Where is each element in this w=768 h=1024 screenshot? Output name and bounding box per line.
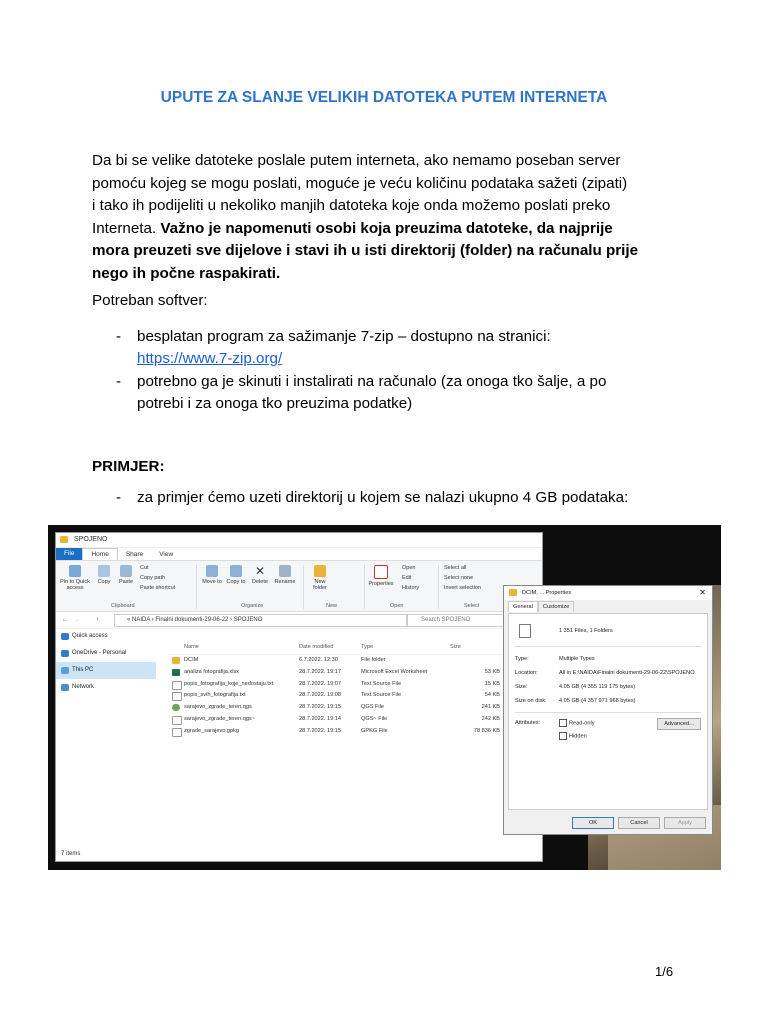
group-open: Open <box>390 603 404 609</box>
tab-home[interactable]: Home <box>82 548 117 560</box>
file-icon <box>172 716 182 725</box>
file-row[interactable]: analiza fotografija.xlsx 28.7.2022. 19:17 Microsoft Excel Worksheet 53 KB <box>168 667 542 679</box>
group-clipboard: Clipboard <box>111 603 135 609</box>
tab-view[interactable]: View <box>159 550 174 558</box>
location-value: All in E:\NAIDA\Finalni dokumenti-29-06-22\SPOJENO <box>559 670 695 676</box>
ok-button[interactable]: OK <box>572 817 614 829</box>
copy-icon <box>98 565 110 577</box>
excel-file-icon <box>172 669 180 676</box>
file-row[interactable]: popis_svih_fotografija.txt 28.7.2022. 19:08 Text Source File 54 KB <box>168 690 542 702</box>
group-select: Select <box>464 603 480 609</box>
nav-network[interactable]: Network <box>56 679 156 696</box>
edit-button[interactable]: Edit <box>402 575 412 581</box>
copy-to-button[interactable]: Copy to <box>225 565 247 585</box>
column-date[interactable]: Date modified <box>299 644 334 650</box>
size-on-disk-label: Size on disk: <box>515 698 547 704</box>
column-type[interactable]: Type <box>361 644 374 650</box>
group-new: New <box>326 603 338 609</box>
cut-button[interactable]: Cut <box>140 565 149 571</box>
page-title: UPUTE ZA SLANJE VELIKIH DATOTEKA PUTEM INTERNETA <box>160 89 608 106</box>
example-bullet: za primjer ćemo uzeti direktorij u kojem se nalazi ukupno 4 GB podataka: <box>137 489 629 506</box>
ribbon-separator <box>303 565 304 609</box>
address-bar[interactable]: « NAIDA › Finalni dokumenti-29-06-22 › SPOJENO <box>114 614 408 627</box>
column-size[interactable]: Size <box>450 644 461 650</box>
hidden-checkbox[interactable]: Hidden <box>559 732 587 740</box>
properties-dialog <box>503 585 713 835</box>
new-folder-icon <box>314 565 326 577</box>
tab-file[interactable]: File <box>56 548 82 560</box>
advanced-button[interactable]: Advanced... <box>657 718 701 730</box>
ribbon-separator <box>196 565 197 609</box>
close-icon[interactable]: ✕ <box>699 588 706 597</box>
attributes-label: Attributes: <box>515 720 541 726</box>
file-row[interactable]: sarajevo_zgrade_teren.qgs~ 28.7.2022. 19:14 QGS~ File 242 KB <box>168 714 542 726</box>
file-count: 1 351 Files, 1 Folders <box>559 628 613 634</box>
ribbon-separator <box>438 565 439 609</box>
network-icon <box>61 684 69 691</box>
folder-icon <box>509 589 517 596</box>
forward-icon[interactable]: → <box>74 617 80 623</box>
qgis-file-icon <box>172 704 180 711</box>
nav-onedrive[interactable]: OneDrive - Personal <box>56 645 156 662</box>
new-folder-button[interactable]: New folder <box>307 565 333 591</box>
properties-panel <box>508 613 708 810</box>
rename-button[interactable]: Rename <box>273 565 297 585</box>
ribbon <box>56 560 542 612</box>
bullet-dash: - <box>116 373 122 390</box>
bullet-dash: - <box>116 328 122 345</box>
search-input[interactable]: Search SPOJENO <box>406 614 542 627</box>
delete-button[interactable]: ✕ Delete <box>252 564 268 585</box>
back-icon[interactable]: ← <box>62 617 68 623</box>
intro-line-4-plain: Interneta. <box>92 219 161 237</box>
invert-selection-button[interactable]: Invert selection <box>444 585 481 591</box>
file-explorer-window <box>55 532 543 862</box>
intro-line-4 <box>92 218 692 241</box>
copy-button[interactable]: Copy <box>94 565 114 585</box>
column-name[interactable]: Name <box>184 644 199 650</box>
move-icon <box>206 565 218 577</box>
tab-general[interactable]: General <box>508 601 538 612</box>
example-heading: PRIMJER: <box>92 458 165 475</box>
ribbon-separator <box>364 565 365 609</box>
status-bar: 7 items <box>61 851 81 857</box>
7zip-link[interactable]: https://www.7-zip.org/ <box>137 350 283 367</box>
files-icon <box>519 624 531 638</box>
intro-line-4-bold: Važno je napomenuti osobi koja preuzima datoteke, da najprije <box>160 219 613 237</box>
intro-bold-line-1: mora preuzeti sve dijelove i stavi ih u isti direktorij (folder) na računalu prije <box>92 242 639 259</box>
page-number: 1/6 <box>655 964 674 979</box>
bullet-item-2: potrebno ga je skinuti i instalirati na računalo (za onoga tko šalje, a po potrebi i za onoga tko preuzima podatke) <box>137 373 607 412</box>
intro-paragraph <box>92 150 692 285</box>
text-file-icon <box>172 681 182 690</box>
up-icon[interactable]: ↑ <box>96 617 99 623</box>
bullet-dash: - <box>116 489 122 506</box>
cloud-icon <box>61 650 69 657</box>
star-icon <box>61 633 69 640</box>
open-button[interactable]: Open <box>402 565 416 571</box>
explorer-titlebar <box>56 533 542 548</box>
intro-bold-line-2: nego ih počne raspakirati. <box>92 264 281 282</box>
file-row[interactable]: DCIM 6.7.2022. 12:30 File folder <box>168 655 542 667</box>
size-value: 4.05 GB (4 355 119 175 bytes) <box>559 684 636 690</box>
intro-line-1: Da bi se velike datoteke poslale putem interneta, ako nemamo poseban server <box>92 152 621 169</box>
properties-icon <box>374 565 388 579</box>
copy-to-icon <box>230 565 242 577</box>
file-list <box>168 640 542 738</box>
example-screenshot <box>48 525 721 870</box>
file-list-header <box>168 640 542 655</box>
nav-quick-access[interactable]: Quick access <box>56 628 156 645</box>
history-button[interactable]: History <box>402 585 420 591</box>
copy-path-button[interactable]: Copy path <box>140 575 166 581</box>
location-label: Location: <box>515 670 538 676</box>
divider <box>515 646 701 647</box>
file-row[interactable]: zgrade_sarajevo.gpkg 28.7.2022. 19:15 GPKG File 78 836 KB <box>168 726 542 738</box>
type-value: Multiple Types <box>559 656 595 662</box>
file-icon <box>172 728 182 737</box>
tab-customize[interactable]: Customize <box>538 601 574 612</box>
file-row[interactable]: popis_fotografija_koje_nedostaju.txt 28.7.2022. 19:07 Text Source File 15 KB <box>168 679 542 691</box>
size-label: Size: <box>515 684 528 690</box>
rename-icon <box>279 565 291 577</box>
cancel-button[interactable]: Cancel <box>618 817 660 829</box>
size-on-disk-value: 4.05 GB (4 357 971 968 bytes) <box>559 698 636 704</box>
apply-button[interactable]: Apply <box>664 817 706 829</box>
paste-icon <box>120 565 132 577</box>
folder-icon <box>172 657 180 664</box>
intro-line-3: i tako ih podijeliti u nekoliko manjih datoteka koje onda možemo poslati preko <box>92 197 611 214</box>
software-heading: Potreban softver: <box>92 292 208 309</box>
tab-share[interactable]: Share <box>125 550 144 558</box>
window-title: SPOJENO <box>74 536 108 543</box>
ribbon-tabs <box>56 548 542 560</box>
file-row[interactable]: sarajevo_zgrade_teren.qgs 28.7.2022. 19:15 QGS File 241 KB <box>168 702 542 714</box>
type-label: Type: <box>515 656 529 662</box>
paste-shortcut-button[interactable]: Paste shortcut <box>140 585 176 591</box>
computer-icon <box>61 667 69 674</box>
delete-icon: ✕ <box>254 564 266 578</box>
select-all-button[interactable]: Select all <box>444 565 467 571</box>
properties-titlebar: DCIM, ... Properties ✕ <box>504 586 712 600</box>
group-organize: Organize <box>241 603 264 609</box>
folder-icon <box>60 536 68 543</box>
properties-tabs <box>504 600 712 612</box>
pin-quick-access-button[interactable]: Pin to Quick access <box>58 565 92 591</box>
move-to-button[interactable]: Move to <box>201 565 223 585</box>
pin-icon <box>69 565 81 577</box>
nav-this-pc[interactable]: This PC <box>56 662 156 679</box>
select-none-button[interactable]: Select none <box>444 575 474 581</box>
bullet-item-1: besplatan program za sažimanje 7-zip – dostupno na stranici: https://www.7-zip.org/ <box>137 326 551 370</box>
readonly-checkbox[interactable]: Read-only <box>559 719 595 727</box>
divider <box>515 712 701 713</box>
intro-line-2: pomoću kojeg se mogu poslati, moguće je veću količinu podataka sažeti (zipati) <box>92 174 628 192</box>
properties-button[interactable]: Properties <box>366 565 396 587</box>
navigation-pane <box>56 628 156 696</box>
text-file-icon <box>172 692 182 701</box>
paste-button[interactable]: Paste <box>116 565 136 585</box>
address-bar-row <box>56 612 542 629</box>
